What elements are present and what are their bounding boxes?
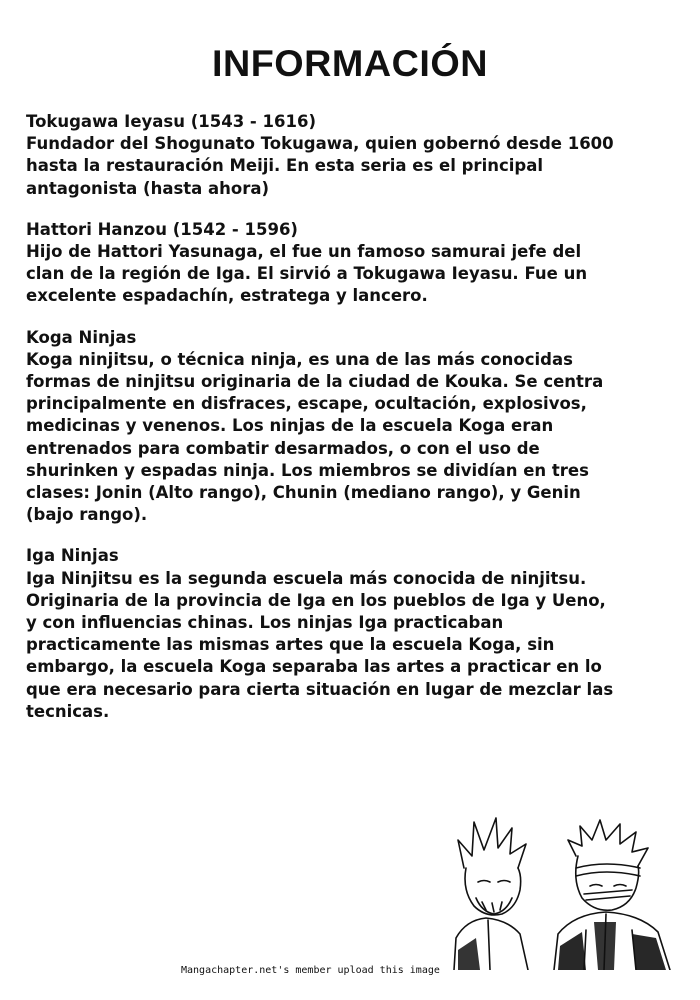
page-title: INFORMACIÓN [211, 42, 489, 84]
section-koga-ninjas [26, 327, 686, 527]
section-body: Koga ninjitsu, o técnica ninja, es una de las más conocidas formas de ninjitsu originaria de la ciudad de Kouka. Se centra principalmente en disfraces, escape, ocultación, explosivos, medicinas y venenos. Los ninjas de la escuela Koga eran entrenados para combatir desarmados, o con el uso de shurinken y espadas ninja. Los miembros se dividían en tres clases: Jonin (Alto rango), Chunin (mediano rango), y Genin (bajo rango). [26, 349, 604, 525]
two-ninja-characters-sketch-icon [436, 810, 694, 970]
section-body: Hijo de Hattori Yasunaga, el fue un famoso samurai jefe del clan de la región de Iga. El sirvió a Tokugawa Ieyasu. Fue un excelente espadachín, estratega y lancero. [26, 242, 588, 306]
section-tokugawa-ieyasu [26, 111, 686, 200]
section-hattori-hanzou [26, 219, 686, 308]
section-heading: Iga Ninjas [26, 546, 119, 566]
section-heading: Koga Ninjas [26, 327, 137, 347]
section-iga-ninjas [26, 545, 686, 723]
section-heading: Tokugawa Ieyasu (1543 - 1616) [26, 112, 316, 131]
info-content [26, 111, 686, 742]
section-body: Iga Ninjitsu es la segunda escuela más conocida de ninjitsu. Originaria de la provincia de Iga en los pueblos de Iga y Ueno, y con influencias chinas. Los ninjas Iga practicaban practicamente las mismas artes que la escuela Koga, sin embargo, la escuela Koga separaba las artes a practicar en lo que era necesario para cierta situación en lugar de mezclar las tecnicas. [26, 568, 614, 721]
section-heading: Hattori Hanzou (1542 - 1596) [26, 219, 298, 239]
section-body: Fundador del Shogunato Tokugawa, quien gobernó desde 1600 hasta la restauración Meiji. En esta seria es el principal antagonista (hasta ahora) [26, 134, 614, 198]
upload-credit: Mangachapter.net's member upload this image [181, 965, 440, 976]
